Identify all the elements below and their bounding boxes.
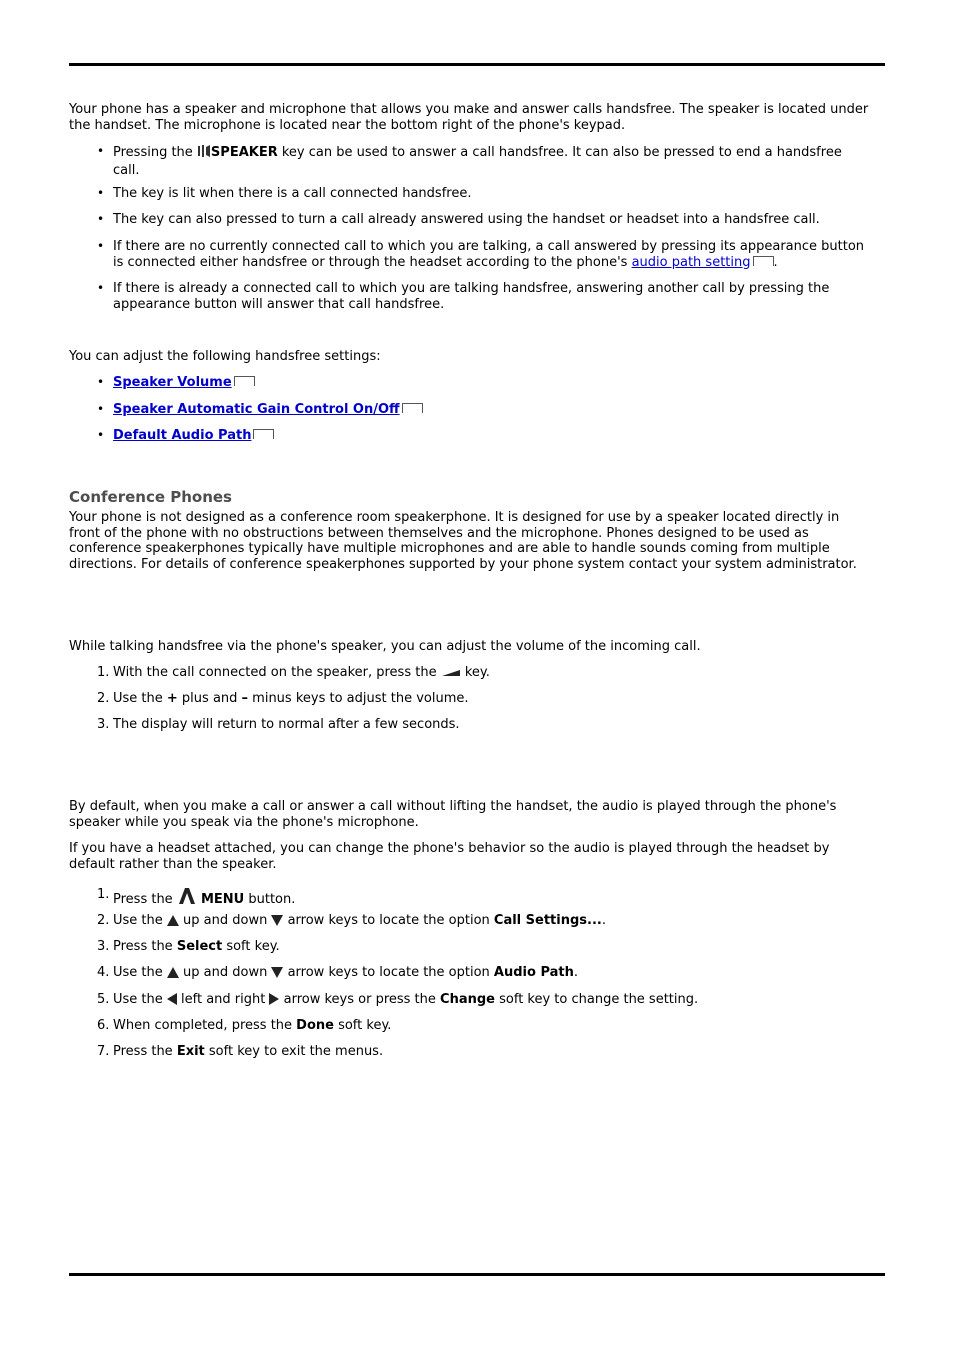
option-call-settings: Call Settings... [493, 913, 602, 928]
step-item: 3. The display will return to normal after a few seconds. [97, 717, 460, 732]
step-item: 7. Press the Exit soft key to exit the menus. [97, 1044, 384, 1059]
volume-intro: While talking handsfree via the phone's speaker, you can adjust the volume of the incoming call. [69, 639, 701, 654]
jump-link-icon[interactable] [234, 376, 255, 386]
list-item [113, 402, 869, 418]
list-item: • If there is already a connected call to which you are talking handsfree, answering another call by pressing the appearance button will answer that call handsfree. [113, 281, 869, 312]
minus-key: – [241, 691, 249, 706]
jump-link-icon[interactable] [402, 403, 423, 413]
step-item: 4. Use the up and down arrow keys to locate the option Audio Path. [113, 965, 869, 983]
exit-softkey: Exit [176, 1044, 205, 1059]
step-item: 2. Use the up and down arrow keys to locate the option Call Settings.... [113, 913, 869, 931]
audio-path-setting-link[interactable]: audio path setting [631, 254, 751, 270]
step-item: 1. Press the MENU button. [113, 887, 869, 910]
default-audio-path-link[interactable]: Default Audio Path [113, 428, 252, 443]
jump-link-icon[interactable] [753, 256, 774, 266]
right-arrow-icon [269, 993, 279, 1010]
up-arrow-icon [167, 915, 179, 931]
speaker-icon [197, 144, 211, 163]
step-item: 3. Press the Select soft key. [97, 939, 280, 954]
menu-key-label: MENU [200, 892, 245, 907]
audio-path-paragraph-2: If you have a headset attached, you can change the phone's behavior so the audio is played through the headset by default rather than the speaker. [69, 841, 830, 872]
list-item: • Pressing the SPEAKER key can be used to answer a call handsfree. It can also be pressed to end a handsfree call. [113, 144, 869, 178]
settings-intro: You can adjust the following handsfree settings: [69, 349, 381, 364]
down-arrow-icon [271, 967, 283, 983]
select-softkey: Select [176, 939, 223, 954]
conference-paragraph: Your phone is not designed as a conference room speakerphone. It is designed for use by a speaker located directly in front of the phone with no obstructions between themselves and the microphone. Phones designed to be used as conference speakerphones typically have multiple microphones and are able to handle sounds coming from multiple directions. For details of conference speakerphones supported by your phone system contact your system administrator. [69, 510, 857, 572]
step-item: 2. Use the + plus and – minus keys to adjust the volume. [97, 691, 469, 706]
done-softkey: Done [296, 1018, 334, 1033]
list-item: • The key is lit when there is a call connected handsfree. [113, 186, 869, 202]
list-item [113, 428, 869, 444]
menu-icon [177, 887, 197, 910]
left-arrow-icon [167, 993, 177, 1010]
list-item: • If there are no currently connected call to which you are talking, a call answered by pressing its appearance button is connected either handsfree or through the headset according to the phone's audio path setting . [113, 239, 869, 270]
volume-key-icon [441, 667, 461, 683]
jump-link-icon[interactable] [253, 429, 274, 439]
list-item [113, 375, 869, 391]
down-arrow-icon [271, 915, 283, 931]
change-softkey: Change [440, 992, 495, 1007]
step-item: 5. Use the left and right arrow keys or press the Change soft key to change the setting. [113, 992, 869, 1010]
conference-heading: Conference Phones [69, 488, 232, 506]
audio-path-paragraph-1: By default, when you make a call or answer a call without lifting the handset, the audio is played through the phone's speaker while you speak via the phone's microphone. [69, 799, 837, 830]
intro-paragraph: Your phone has a speaker and microphone that allows you make and answer calls handsfree. The speaker is located under the handset. The microphone is located near the bottom right of the phone's keypad. [69, 102, 869, 133]
step-item: 6. When completed, press the Done soft key. [97, 1018, 392, 1033]
footer-rule [69, 1273, 885, 1276]
up-arrow-icon [167, 967, 179, 983]
option-audio-path: Audio Path [493, 965, 574, 980]
list-item: • The key can also pressed to turn a call already answered using the handset or headset into a handsfree call. [113, 212, 869, 228]
speaker-volume-link[interactable]: Speaker Volume [113, 375, 232, 390]
step-item: 1. With the call connected on the speaker, press the key. [113, 665, 869, 683]
speaker-agc-link[interactable]: Speaker Automatic Gain Control On/Off [113, 402, 400, 417]
page-content [69, 0, 869, 1270]
plus-key: + [166, 691, 178, 706]
speaker-key-label: SPEAKER [210, 145, 278, 160]
